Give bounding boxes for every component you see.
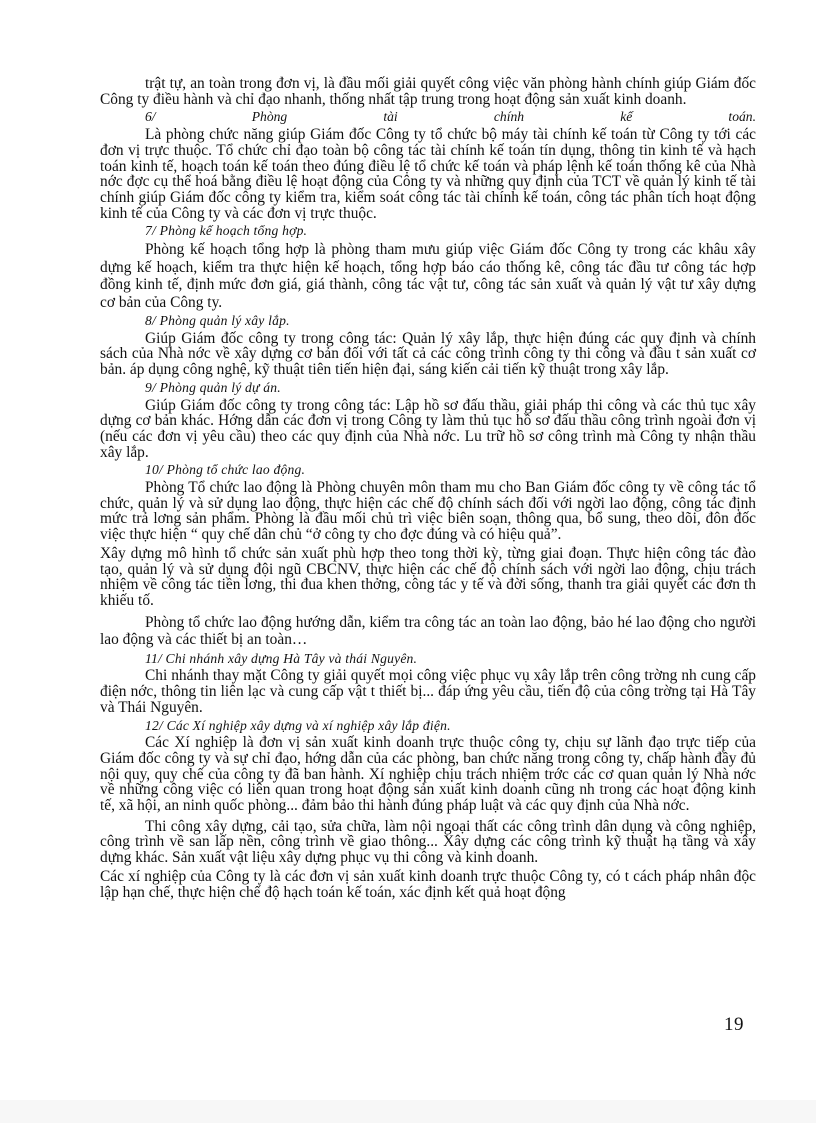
- paragraph-8: Giúp Giám đốc công ty trong công tác: Quản lý xây lắp, thực hiện đúng các quy định và chính sách của Nhà nớc về xây dựng cơ bản đối với tất cả các công trình công ty thi công và đầu t sản xuất cơ bản. áp dụng công nghệ, kỹ thuật tiên tiến hiện đại, sáng kiến cải tiến kỹ thuật trong xây lắp.: [100, 329, 756, 379]
- paragraph-11: Chi nhánh thay mặt Công ty giải quyết mọi công việc phục vụ xây lắp trên công trờng nh cung cấp điện nớc, thông tin liên lạc và cung cấp vật t thiết bị... đáp ứng yêu cầu, tiến độ của công trờng tại Hà Tây và Thái Nguyên.: [100, 667, 756, 716]
- heading-8: 8/ Phòng quản lý xây lắp.: [145, 313, 290, 329]
- heading-10: 10/ Phòng tổ chức lao động.: [145, 462, 306, 478]
- heading-6-word: tài: [383, 109, 398, 125]
- paragraph-10c: Phòng tổ chức lao động hướng dẫn, kiểm tra công tác an toàn lao động, bảo hé lao động cho người lao động và các thiết bị an toàn…: [100, 613, 756, 649]
- paragraph-intro: trật tự, an toàn trong đơn vị, là đầu mối giải quyết công việc văn phòng hành chính giúp Giám đốc Công ty điều hành và chỉ đạo nhanh, thống nhất tập trung trong hoạt động sản xuất kinh doanh.: [100, 75, 756, 108]
- heading-6: [100, 109, 756, 125]
- heading-12: 12/ Các Xí nghiệp xây dựng và xí nghiệp xây lắp điện.: [145, 717, 451, 733]
- heading-6-word: Phòng: [251, 109, 288, 125]
- paragraph-12b: Thi công xây dựng, cải tạo, sửa chữa, làm nội ngoại thất các công trình dân dụng và công nghiệp, công trình về san lấp nền, công trình về giao thông... Xây dựng các công trình kỹ thuật hạ tầng và xây dựng khác. Sản xuất vật liệu xây dựng phục vụ thi công và kinh doanh.: [100, 817, 756, 867]
- heading-6-word: 6/: [145, 109, 156, 125]
- heading-6-word: chính: [493, 109, 525, 125]
- heading-6-word: kế: [620, 109, 633, 125]
- heading-7: 7/ Phòng kế hoạch tổng hợp.: [145, 223, 308, 239]
- heading-6-word: toán.: [728, 109, 756, 125]
- paragraph-6: Là phòng chức năng giúp Giám đốc Công ty tổ chức bộ máy tài chính kế toán từ Công ty tới các đơn vị trực thuộc. Tổ chức chỉ đạo toàn bộ công tác tài chính kế toán tín dụng, thông tin kinh tế và hạch toán kinh tế, hoạch toán kế toán theo đúng điều lệ tổ chức kế toán và pháp lệnh kế toán thống kê của Nhà nớc đợc cụ thể hoá bằng điều lệ hoạt động của Công ty và những quy định của TCT về quản lý kinh tế tài chính giúp Giám đốc công ty kiểm tra, kiểm soát công tác tài chính kế toán, công tác phân tích hoạt động kinh tế của Công ty và các đơn vị trực thuộc.: [100, 126, 756, 222]
- heading-9: 9/ Phòng quản lý dự án.: [145, 379, 281, 395]
- page-number: 19: [724, 1014, 744, 1035]
- paragraph-12a: Các Xí nghiệp là đơn vị sản xuất kinh doanh trực thuộc công ty, chịu sự lãnh đạo trực tiếp của Giám đốc công ty và sự chỉ đạo, hớng dẫn của các phòng, ban chức năng trong công ty, chấp hành đầy đủ nội quy, quy chế của công ty đã ban hành. Xí nghiệp chịu trách nhiệm trớc các cơ quan quản lý Nhà nớc về những công việc có liên quan trong hoạt động sản xuất kinh doanh cũng nh trong các hoạt động kinh tế, xã hội, an ninh quốc phòng... đảm bảo thi hành đúng pháp luật và các quy định của Nhà nớc.: [100, 734, 756, 815]
- page-footer-band: [0, 1100, 816, 1123]
- paragraph-10b: Xây dựng mô hình tổ chức sản xuất phù hợp theo tong thời kỳ, từng giai đoạn. Thực hiện công tác đào tạo, quản lý và sử dụng đội ngũ CBCNV, thực hiện các chế độ chính sách với ngời lao động, chịu trách nhiệm về công tác tiền lơng, thi đua khen thởng, công tác y tế và đời sống, thanh tra giải quyết các đơn th khiếu tố.: [100, 544, 756, 609]
- heading-11: 11/ Chi nhánh xây dựng Hà Tây và thái Nguyên.: [145, 650, 418, 666]
- paragraph-7: Phòng kế hoạch tổng hợp là phòng tham mưu giúp việc Giám đốc Công ty trong các khâu xây dựng kế hoạch, kiểm tra thực hiện kế hoạch, tổng hợp báo cáo thống kê, công tác đầu tư công tác hợp đồng kinh tế, định mức đơn giá, giá thành, công tác vật tư, công tác sản xuất và quản lý vật tư xây dựng cơ bản của Công ty.: [100, 241, 756, 311]
- document-body: [100, 76, 756, 900]
- paragraph-10a: Phòng Tổ chức lao động là Phòng chuyên môn tham mu cho Ban Giám đốc công ty về công tác tổ chức, quản lý và sử dụng lao động, thực hiện các chế độ chính sách đối với ngời lao động, công tác định mức trả lơng sản phẩm. Phòng là đầu mối chủ trì việc biên soạn, thông qua, bổ sung, theo dõi, đôn đốc việc thực hiện “ quy chế dân chủ “ở công ty cho đợc đúng và có hiệu quả”.: [100, 479, 756, 544]
- paragraph-12c: Các xí nghiệp của Công ty là các đơn vị sản xuất kinh doanh trực thuộc Công ty, có t cách pháp nhân độc lập hạn chế, thực hiện chế độ hạch toán kế toán, xác định kết quả hoạt động: [100, 867, 756, 901]
- paragraph-9: Giúp Giám đốc công ty trong công tác: Lập hồ sơ đấu thầu, giải pháp thi công và các thủ tục xây dựng cơ bản khác. Hớng dẫn các đơn vị trong Công ty làm thủ tục hồ sơ đấu thầu công trình ngoài đơn vị (nếu các đơn vị yêu cầu) theo các quy định của Nhà nớc. Lu trữ hồ sơ công trình mà Công ty nhận thầu xây lắp.: [100, 396, 756, 461]
